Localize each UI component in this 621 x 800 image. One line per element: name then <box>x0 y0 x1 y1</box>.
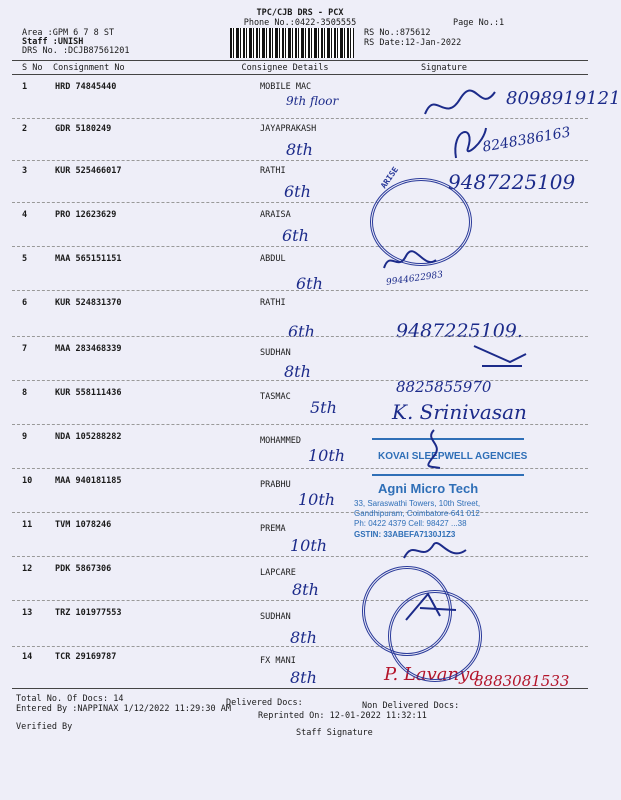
row-divider <box>12 600 588 601</box>
row-consignment: MAA 283468339 <box>55 344 122 354</box>
row-divider <box>12 646 588 647</box>
non-delivered-docs: Non Delivered Docs: <box>362 701 460 711</box>
row-consignment: TRZ 101977553 <box>55 608 122 618</box>
staff-field: Staff :UNISH <box>22 37 84 47</box>
rs-date: RS Date:12-Jan-2022 <box>364 38 462 48</box>
row-note: 5th <box>310 398 337 417</box>
document-title: TPC/CJB DRS - PCX <box>256 8 344 18</box>
row-sno: 8 <box>22 388 28 398</box>
row-note: 9th floor <box>286 94 339 108</box>
rs-number: RS No.:875612 <box>364 28 431 38</box>
row-note: 8th <box>290 628 317 647</box>
row-consignee: RATHI <box>260 166 286 176</box>
row-sno: 5 <box>22 254 28 264</box>
row-sno: 13 <box>22 608 33 618</box>
staff-signature-label: Staff Signature <box>296 728 373 738</box>
drs-number: DRS No. :DCJB87561201 <box>22 46 130 56</box>
row-consignment: PDK 5867306 <box>55 564 112 574</box>
header-rule-bottom <box>12 74 588 75</box>
row-phone: 8248386163 <box>481 124 572 156</box>
row-divider <box>12 556 588 557</box>
signature-scribble-3 <box>380 248 440 274</box>
row-consignee: TASMAC <box>260 392 291 402</box>
row-phone: 8098919121 <box>506 88 621 109</box>
signature-k: K. Srinivasan <box>392 400 527 424</box>
row-sno: 14 <box>22 652 33 662</box>
verified-by: Verified By <box>16 722 73 732</box>
row-sno: 1 <box>22 82 28 92</box>
row-phone: 8825855970 <box>396 378 492 396</box>
row-divider <box>12 380 588 381</box>
row-divider <box>12 160 588 161</box>
agni-stamp-line: Ph: 0422 4379 Cell: 98427 ...38 <box>354 519 467 528</box>
row-consignee: ABDUL <box>260 254 286 264</box>
row-note: 8th <box>284 362 311 381</box>
row-note: 8th <box>286 140 313 159</box>
row-note: 6th <box>282 226 309 245</box>
row-divider <box>12 118 588 119</box>
phone-number: Phone No.:0422-3505555 <box>243 18 357 28</box>
row-sno: 7 <box>22 344 28 354</box>
row-sno: 9 <box>22 432 28 442</box>
row-consignment: MAA 940181185 <box>55 476 122 486</box>
row-consignment: KUR 524831370 <box>55 298 122 308</box>
col-header-consignment: Consignment No <box>53 63 125 73</box>
row-consignment: PRO 12623629 <box>55 210 117 220</box>
agni-stamp-name: Agni Micro Tech <box>378 481 479 496</box>
row-note: 6th <box>288 322 315 341</box>
row-consignee: RATHI <box>260 298 286 308</box>
agni-stamp-line: 33, Saraswathi Towers, 10th Street, <box>354 499 481 508</box>
row-divider <box>12 290 588 291</box>
row-consignment: MAA 565151151 <box>55 254 122 264</box>
row-note: 10th <box>308 446 346 465</box>
signature-scribble-2 <box>446 118 490 162</box>
footer-rule <box>12 688 588 689</box>
row-consignee: ARAISA <box>260 210 291 220</box>
signature-scribble-4 <box>470 336 530 372</box>
row-consignment: TCR 29169787 <box>55 652 117 662</box>
row-divider <box>12 246 588 247</box>
row-consignee: SUDHAN <box>260 612 291 622</box>
col-header-sno: S No <box>22 63 43 73</box>
row-sno: 11 <box>22 520 33 530</box>
row-consignee: MOBILE MAC <box>260 82 312 92</box>
agni-stamp-line: Gandhipuram, Coimbatore-641 012 <box>354 509 480 518</box>
row-consignee: SUDHAN <box>260 348 291 358</box>
row-consignee: JAYAPRAKASH <box>260 124 317 134</box>
row-sno: 4 <box>22 210 28 220</box>
page-number: Page No.:1 <box>453 18 505 28</box>
reprinted-on: Reprinted On: 12-01-2022 11:32:11 <box>258 711 427 721</box>
row-consignee: LAPCARE <box>260 568 296 578</box>
row-note: 6th <box>284 182 311 201</box>
delivered-docs: Delivered Docs: <box>226 698 303 708</box>
row-phone: 9487225109. <box>396 320 523 342</box>
row-consignee: PRABHU <box>260 480 291 490</box>
row-sno: 2 <box>22 124 28 134</box>
row-sno: 6 <box>22 298 28 308</box>
col-header-consignee: Consignee Details <box>241 63 329 73</box>
row-phone: 8883081533 <box>474 672 570 690</box>
col-header-signature: Signature <box>420 63 468 73</box>
row-note: 6th <box>296 274 323 293</box>
row-consignment: GDR 5180249 <box>55 124 112 134</box>
agni-stamp-line: GSTIN: 33ABEFA7130J1Z3 <box>354 530 456 539</box>
row-sno: 3 <box>22 166 28 176</box>
row-consignment: KUR 558111436 <box>55 388 122 398</box>
row-note: 8th <box>292 580 319 599</box>
row-note: 10th <box>298 490 336 509</box>
row-consignment: TVM 1078246 <box>55 520 112 530</box>
total-docs: Total No. Of Docs: 14 <box>16 694 124 704</box>
row-note: 8th <box>290 668 317 687</box>
row-consignee: PREMA <box>260 524 286 534</box>
row-consignment: HRD 74845440 <box>55 82 117 92</box>
signature-p: P. Lavanya <box>384 664 480 685</box>
row-consignment: NDA 105288282 <box>55 432 122 442</box>
area-field: Area :GPM 6 7 8 ST <box>22 28 115 38</box>
row-note: 10th <box>290 536 328 555</box>
signature-scribble-6 <box>400 536 470 566</box>
header-rule <box>12 60 588 61</box>
row-phone: 9944622983 <box>385 270 444 288</box>
row-divider <box>12 424 588 425</box>
round-stamp-text: ARISE <box>379 165 401 191</box>
row-phone: 9487225109 <box>448 170 576 194</box>
kovai-stamp-text: KOVAI SLEEPWELL AGENCIES <box>378 451 528 462</box>
signature-scribble-7 <box>400 586 460 626</box>
row-consignment: KUR 525466017 <box>55 166 122 176</box>
row-consignee: MOHAMMED <box>260 436 301 446</box>
barcode <box>230 28 354 58</box>
entered-by: Entered By :NAPPINAX 1/12/2022 11:29:30 AM <box>16 704 231 714</box>
row-sno: 12 <box>22 564 33 574</box>
signature-scribble-5 <box>420 426 450 470</box>
row-divider <box>12 202 588 203</box>
row-consignee: FX MANI <box>260 656 296 666</box>
row-sno: 10 <box>22 476 33 486</box>
